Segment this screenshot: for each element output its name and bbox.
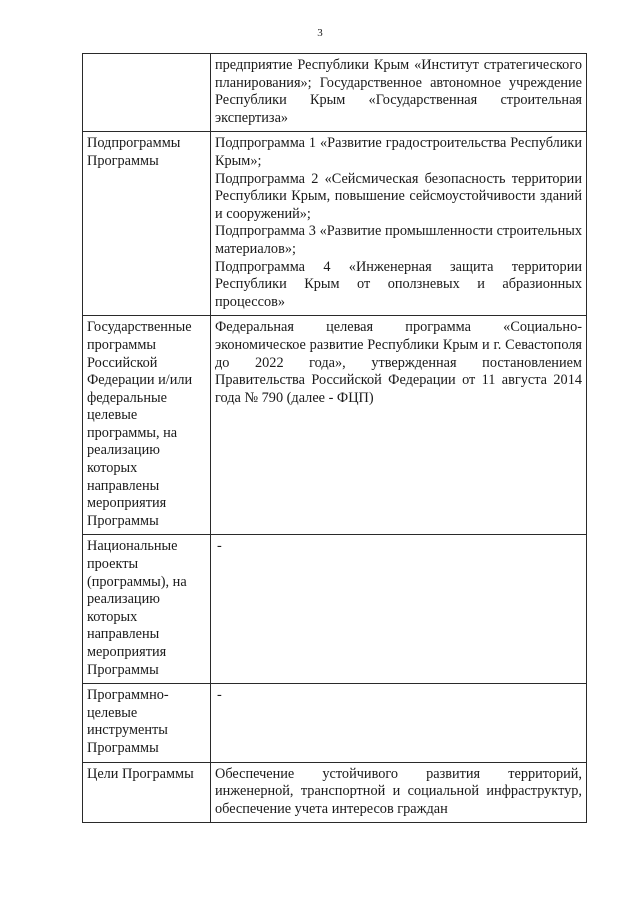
- row-content-national-projects: [211, 535, 587, 684]
- table-row-executors-continued: [83, 54, 587, 132]
- content-paragraph: Федеральная целевая программа «Социально-экономическое развитие Республики Крым и г. Севастополя до 2022 года», утвержденная постановлением Правительства Российской Федерации от 11 августа 2014 года № 790 (далее - ФЦП): [215, 319, 582, 406]
- table-row-national-projects: [83, 535, 587, 684]
- subprogram-2: Подпрограмма 2 «Сейсмическая безопасность территории Республики Крым, повышение сейсмоустойчивости зданий и сооружений»;: [215, 170, 582, 222]
- program-passport-table: [82, 53, 587, 823]
- row-content-state-programs: [211, 316, 587, 535]
- page-number: 3: [317, 27, 323, 39]
- row-label-program-goals: Цели Программы: [83, 762, 211, 823]
- row-content-executors: [211, 54, 587, 132]
- row-content-target-instruments: [211, 684, 587, 762]
- row-content-subprograms: [211, 132, 587, 316]
- row-label-empty: [83, 54, 211, 132]
- table-row-program-goals: [83, 762, 587, 823]
- row-label-target-instruments: Программно-целевые инструменты Программы: [83, 684, 211, 762]
- table-row-state-programs: [83, 316, 587, 535]
- row-content-program-goals: [211, 762, 587, 823]
- table-row-subprograms: [83, 132, 587, 316]
- subprogram-3: Подпрограмма 3 «Развитие промышленности строительных материалов»;: [215, 223, 582, 257]
- content-paragraph: Обеспечение устойчивого развития территорий, инженерной, транспортной и социальной инфраструктур, обеспечение учета интересов граждан: [215, 765, 582, 817]
- subprogram-4: Подпрограмма 4 «Инженерная защита территории Республики Крым от оползневых и абразионных процессов»: [215, 258, 582, 310]
- content-dash: -: [217, 538, 222, 555]
- subprogram-1: Подпрограмма 1 «Развитие градостроительства Республики Крым»;: [215, 135, 582, 169]
- content-paragraph: предприятие Республики Крым «Институт стратегического планирования»; Государственное автономное учреждение Республики Крым «Государственная строительная экспертиза»: [215, 57, 582, 126]
- row-label-state-programs: Государственные программы Российской Федерации и/или федеральные целевые программы, на реализацию которых направлены мероприятия Программы: [83, 316, 211, 535]
- table-row-target-instruments: [83, 684, 587, 762]
- row-label-subprograms: Подпрограммы Программы: [83, 132, 211, 316]
- content-dash: -: [217, 687, 222, 704]
- row-label-national-projects: Национальные проекты (программы), на реализацию которых направлены мероприятия Программы: [83, 535, 211, 684]
